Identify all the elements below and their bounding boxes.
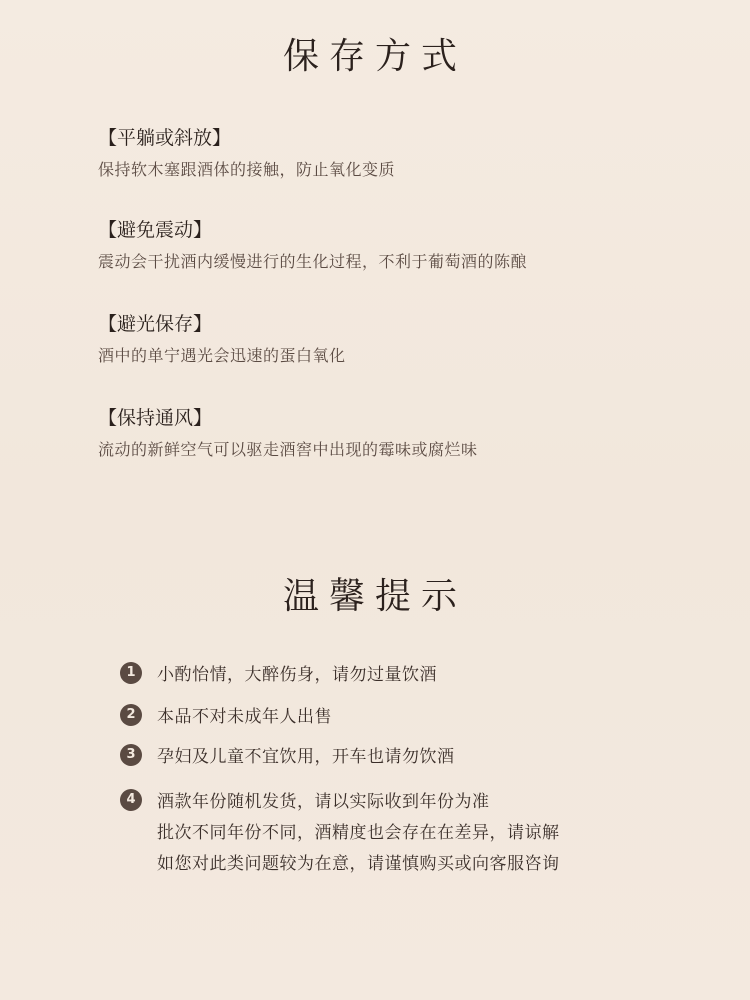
tip-text (157, 787, 560, 880)
tip-number-badge: 1 (120, 662, 142, 684)
tip-item (120, 742, 680, 773)
storage-item (98, 404, 698, 462)
tip-line: 本品不对未成年人出售 (157, 707, 332, 727)
storage-item-heading: 【避光保存】 (98, 313, 213, 335)
storage-item (98, 310, 698, 368)
storage-item-desc: 酒中的单宁遇光会迅速的蛋白氧化 (98, 346, 346, 365)
storage-item-heading: 【保持通风】 (98, 407, 213, 429)
tip-line: 批次不同年份不同，酒精度也会存在在差异，请谅解 (157, 823, 560, 843)
tip-line: 小酌怡情，大醉伤身，请勿过量饮酒 (157, 665, 437, 685)
tip-number-badge: 3 (120, 744, 142, 766)
tip-line: 酒款年份随机发货，请以实际收到年份为准 (157, 792, 490, 812)
tip-text (157, 702, 332, 733)
tip-item (120, 660, 680, 691)
storage-item (98, 124, 698, 182)
tip-item (120, 702, 680, 733)
tip-item (120, 787, 680, 880)
storage-item-desc: 震动会干扰酒内缓慢进行的生化过程，不利于葡萄酒的陈酿 (98, 252, 528, 271)
tip-line: 如您对此类问题较为在意，请谨慎购买或向客服咨询 (157, 854, 560, 874)
tip-number-badge: 2 (120, 704, 142, 726)
storage-item-desc: 保持软木塞跟酒体的接触，防止氧化变质 (98, 160, 396, 179)
storage-item-heading: 【平躺或斜放】 (98, 127, 232, 149)
tips-title: 温馨提示 (282, 576, 467, 617)
storage-item-desc: 流动的新鲜空气可以驱走酒窖中出现的霉味或腐烂味 (98, 440, 478, 459)
tip-number-badge: 4 (120, 789, 142, 811)
storage-title: 保存方式 (282, 36, 467, 77)
storage-item (98, 216, 698, 274)
tip-text (157, 742, 455, 773)
tip-line: 孕妇及儿童不宜饮用，开车也请勿饮酒 (157, 747, 455, 767)
storage-item-heading: 【避免震动】 (98, 219, 213, 241)
tip-text (157, 660, 437, 691)
